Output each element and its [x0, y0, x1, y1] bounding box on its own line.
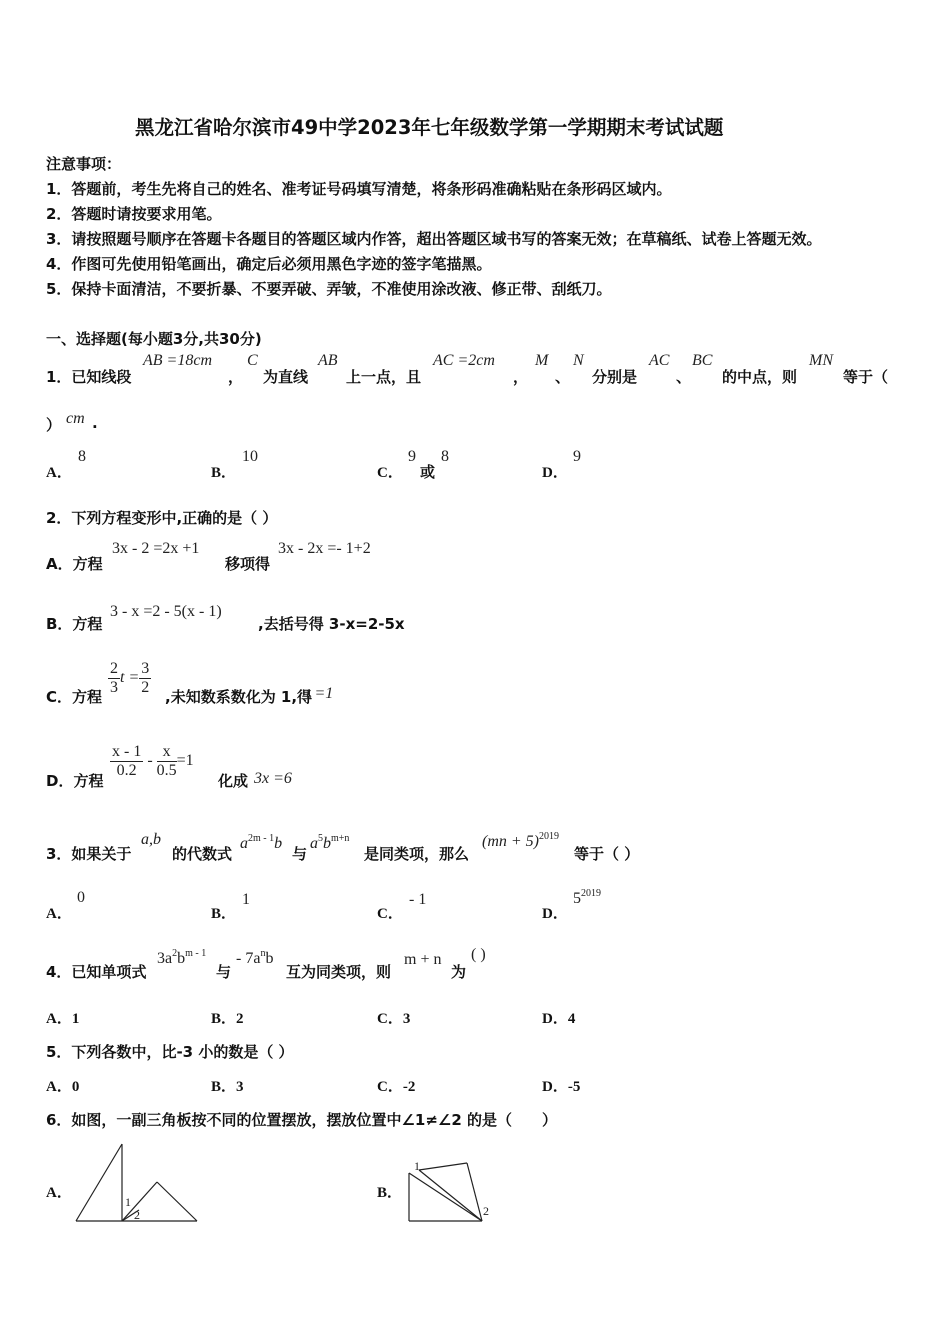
triangle-set-figure-b	[402, 1155, 497, 1225]
q3-option-a-value: 0	[77, 889, 85, 906]
angle-2-label: 2	[483, 1204, 489, 1218]
angle-1-label: 1	[414, 1159, 420, 1173]
q1-option-c-or: 或	[420, 463, 436, 481]
q4-option-c: C．3	[377, 1011, 411, 1027]
section-heading: 一、选择题(每小题3分,共30分)	[46, 330, 262, 348]
q1-text: 上一点，且	[346, 368, 422, 386]
notice-item-3: 3．请按照题号顺序在答题卡各题目的答题区域内作答，超出答题区域书写的答案无效；在草稿纸、试卷上答题无效。	[46, 230, 822, 248]
q1-option-c-value: 9	[408, 448, 416, 465]
q2-option-a-equation: 3x - 2x =- 1+2	[278, 540, 371, 557]
q3-text: 3．如果关于	[46, 845, 132, 863]
q1-math: AC	[649, 352, 670, 369]
q1-text: ，	[513, 368, 529, 386]
q6-option-a-label: A．	[46, 1185, 72, 1201]
q1-text: 分别是	[592, 368, 638, 386]
q4-text: 互为同类项，则	[286, 963, 392, 981]
q2-option-d-result: 3x =6	[254, 770, 292, 787]
q2-option-c-result: t =1	[306, 685, 334, 702]
q1-math: N	[573, 352, 584, 369]
q1-text: ，	[228, 368, 244, 386]
q4-math: - $7a^nb$	[236, 948, 274, 967]
q2-option-a-text: 移项得	[225, 555, 271, 573]
q1-option-b-label: B．	[211, 465, 237, 481]
q1-text: 的中点，则	[722, 368, 798, 386]
q3-option-d-label: D．	[542, 906, 568, 922]
fraction: $\frac{x}{0.5}$	[156, 743, 177, 779]
q3-math: $a^5b^{m+n}$	[310, 833, 350, 852]
notice-item-2: 2．答题时请按要求用笔。	[46, 205, 222, 223]
q2-option-d-text: 化成	[218, 772, 249, 790]
q1-text: 、	[676, 368, 692, 386]
q1-option-c-label: C．	[377, 465, 403, 481]
q2-option-d-equation: $\frac{x - 1}{0.2}$ - $\frac{x}{0.5}$ =1	[112, 743, 194, 779]
q2-option-c-text: ,未知数系数化为 1,得	[165, 688, 313, 706]
notice-item-4: 4．作图可先使用铅笔画出，确定后必须用黑色字迹的签字笔描黑。	[46, 255, 492, 273]
q5-option-a: A．0	[46, 1079, 80, 1095]
q3-math: $a^{2m - 1}b$	[240, 833, 283, 852]
q5-option-c: C．-2	[377, 1079, 416, 1095]
q3-text: 等于（ ）	[574, 845, 640, 863]
q4-option-b: B．2	[211, 1011, 244, 1027]
q3-text: 的代数式	[172, 845, 233, 863]
q2-option-a-equation: 3x - 2 =2x +1	[112, 540, 200, 557]
q1-option-d-value: 9	[573, 448, 581, 465]
q2-option-d-label: D．方程	[46, 772, 104, 790]
triangle-set-figure-a	[70, 1140, 205, 1226]
q1-text: 1．已知线段	[46, 368, 132, 386]
q1-math: AB =18cm	[143, 352, 212, 369]
q1-math: BC	[692, 352, 713, 369]
q3-math: a,b	[141, 831, 161, 848]
q1-math: AC =2cm	[433, 352, 495, 369]
q3-text: 是同类项，那么	[364, 845, 470, 863]
fraction: $\frac{3}{2}$	[141, 660, 150, 696]
q1-option-b-value: 10	[242, 448, 258, 465]
q1-math: cm	[66, 410, 85, 427]
q3-option-b-value: 1	[242, 891, 250, 908]
q4-text: 与	[216, 963, 232, 981]
q2-option-c-equation: $\frac{2}{3}$ t = $\frac{3}{2}$	[110, 660, 150, 696]
notice-item-1: 1．答题前，考生先将自己的姓名、准考证号码填写清楚，将条形码准确粘贴在条形码区域内。	[46, 180, 672, 198]
notice-item-5: 5．保持卡面清洁，不要折暴、不要弄破、弄皱，不准使用涂改液、修正带、刮纸刀。	[46, 280, 612, 298]
q4-math: m + n	[404, 951, 442, 968]
q4-math: ( )	[471, 946, 486, 963]
q5-stem: 5．下列各数中，比-3 小的数是（ ）	[46, 1043, 294, 1061]
q5-option-b: B．3	[211, 1079, 244, 1095]
q2-option-c-label: C．方程	[46, 688, 103, 706]
q1-text: 为直线	[263, 368, 309, 386]
q1-option-d-label: D．	[542, 465, 568, 481]
q1-text: 等于（	[843, 368, 889, 386]
q1-math: MN	[809, 352, 833, 369]
q1-math: C	[247, 352, 258, 369]
q1-text: 、	[555, 368, 571, 386]
q4-option-d: D．4	[542, 1011, 576, 1027]
q4-text: 为	[451, 963, 467, 981]
q6-option-b-label: B．	[377, 1185, 403, 1201]
q1-option-c-value: 8	[441, 448, 449, 465]
angle-2-label: 2	[134, 1208, 140, 1222]
q2-option-a-label: A．方程	[46, 555, 103, 573]
fraction: $\frac{x - 1}{0.2}$	[112, 743, 142, 779]
q1-text: ）	[46, 416, 62, 434]
q3-math: (mn + 5)$^{2019}$	[482, 831, 560, 850]
q3-option-d-value: $5^{2019}$	[573, 888, 601, 907]
q1-math: AB	[318, 352, 338, 369]
q2-option-b-equation: 3 - x =2 - 5(x - 1)	[110, 603, 222, 620]
q6-stem: 6．如图，一副三角板按不同的位置摆放，摆放位置中∠1≠∠2 的是（ ）	[46, 1111, 557, 1129]
page-title: 黑龙江省哈尔滨市49中学2023年七年级数学第一学期期末考试试题	[135, 116, 724, 139]
q3-option-b-label: B．	[211, 906, 237, 922]
q1-math: M	[535, 352, 549, 369]
fraction: $\frac{2}{3}$	[110, 660, 118, 696]
q5-option-d: D．-5	[542, 1079, 581, 1095]
q3-option-a-label: A．	[46, 906, 72, 922]
q3-text: 与	[292, 845, 308, 863]
q2-option-b-text: ,去括号得 3-x=2-5x	[258, 615, 405, 633]
q3-option-c-label: C．	[377, 906, 403, 922]
q4-math: $3a^2b^{m - 1}$	[157, 948, 207, 967]
q1-text: .	[92, 414, 98, 432]
q2-option-b-label: B．方程	[46, 615, 103, 633]
q1-option-a-label: A．	[46, 465, 72, 481]
q2-stem: 2．下列方程变形中,正确的是（ ）	[46, 509, 278, 527]
angle-1-label: 1	[125, 1195, 131, 1209]
q1-option-a-value: 8	[78, 448, 86, 465]
notice-heading: 注意事项：	[46, 155, 122, 173]
q4-text: 4．已知单项式	[46, 963, 147, 981]
q3-option-c-value: - 1	[409, 891, 427, 908]
q4-option-a: A．1	[46, 1011, 80, 1027]
